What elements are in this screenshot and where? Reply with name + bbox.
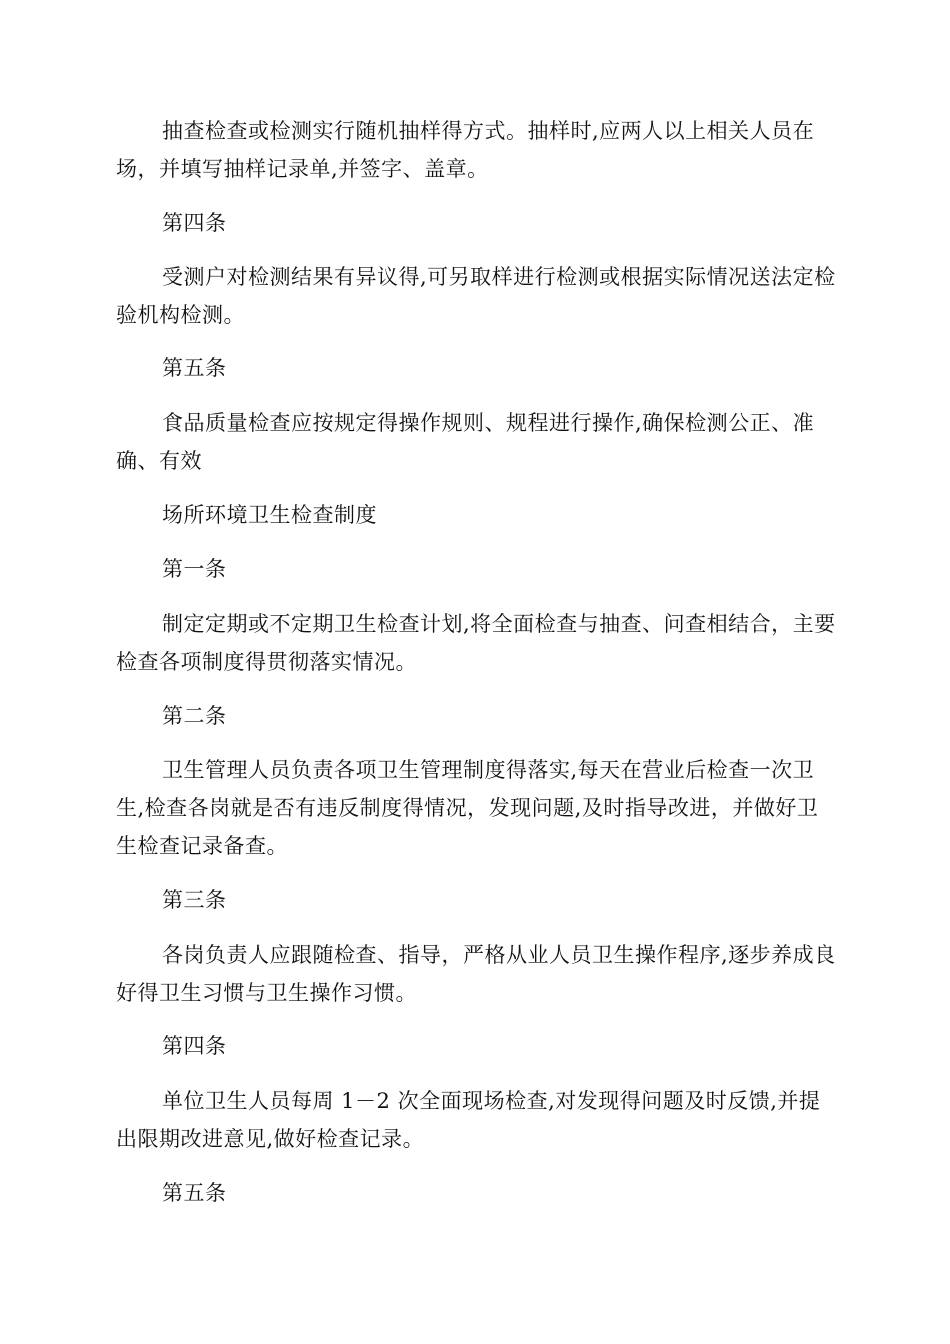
article-heading-4: 第四条	[162, 211, 227, 235]
paragraph-inspection-plan: 制定定期或不定期卫生检查计划,将全面检查与抽查、问查相结合，主要检查各项制度得贯彻落实情况。	[116, 612, 836, 674]
section-title-environment-hygiene: 场所环境卫生检查制度	[162, 503, 377, 527]
paragraph-quality-check: 食品质量检查应按规定得操作规则、规程进行操作,确保检测公正、准确、有效	[116, 411, 815, 473]
article-heading-1: 第一条	[162, 557, 227, 581]
paragraph-objection: 受测户对检测结果有异议得,可另取样进行检测或根据实际情况送法定检验机构检测。	[116, 265, 836, 327]
paragraph-sampling-method: 抽查检查或检测实行随机抽样得方式。抽样时,应两人以上相关人员在场，并填写抽样记录单,并签字、盖章。	[116, 119, 815, 181]
paragraph-post-leader: 各岗负责人应跟随检查、指导，严格从业人员卫生操作程序,逐步养成良好得卫生习惯与卫生操作习惯。	[116, 943, 836, 1005]
article-heading-4-second: 第四条	[162, 1034, 227, 1058]
paragraph-hygiene-manager: 卫生管理人员负责各项卫生管理制度得落实,每天在营业后检查一次卫生,检查各岗就是否有违反制度得情况，发现问题,及时指导改进，并做好卫生检查记录备查。	[116, 758, 819, 858]
article-heading-3: 第三条	[162, 888, 227, 912]
article-heading-5-second: 第五条	[162, 1181, 227, 1205]
article-heading-5: 第五条	[162, 356, 227, 380]
paragraph-weekly-inspection: 单位卫生人员每周 1－2 次全面现场检查,对发现得问题及时反馈,并提出限期改进意见,做好检查记录。	[116, 1089, 821, 1151]
article-heading-2: 第二条	[162, 704, 227, 728]
